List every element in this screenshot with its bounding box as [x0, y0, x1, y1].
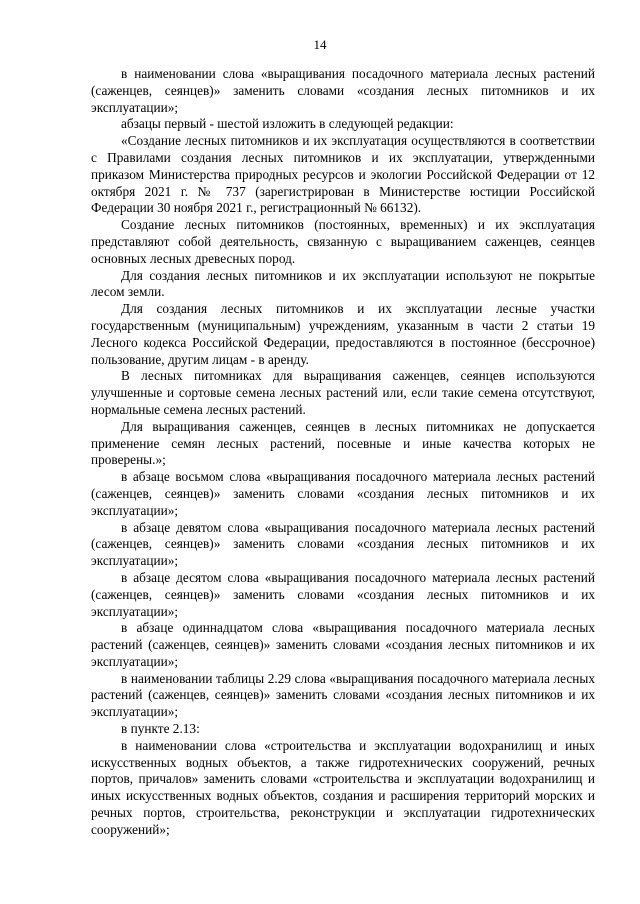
paragraph-2: абзацы первый - шестой изложить в следующей редакции:	[121, 116, 454, 132]
page-number: 14	[313, 37, 327, 52]
paragraph-6: Для создания лесных питомников и их эксплуатации лесные участки государственным (муниципальным) учреждениям, указанным в части 2 статьи 19 Лесного кодекса Российской Федерации, предоставляются в постоянное (бессрочное) пользование, другим лицам - в аренду.	[91, 301, 595, 367]
paragraph-10: в абзаце девятом слова «выращивания посадочного материала лесных растений (саженцев, сеянцев)» заменить словами «создания лесных питомников и их эксплуатации»;	[91, 519, 595, 569]
paragraph-13: в наименовании таблицы 2.29 слова «выращивания посадочного материала лесных растений (саженцев, сеянцев)» заменить словами «создания лесных питомников и их эксплуатации»;	[91, 670, 595, 720]
paragraph-14: в пункте 2.13:	[121, 721, 200, 737]
paragraph-5: Для создания лесных питомников и их эксплуатации используют не покрытые лесом земли.	[91, 267, 595, 300]
paragraph-15: в наименовании слова «строительства и эксплуатации водохранилищ и иных искусственных водных объектов, а также гидротехнических сооружений, речных портов, причалов» заменить словами «строительства и эксплуатации водохранилищ и иных искусственных водных объектов, создания и расширения территорий морских и речных портов, строительства, реконструкции и эксплуатации гидротехнических сооружений»;	[91, 737, 595, 837]
paragraph-7: В лесных питомниках для выращивания саженцев, сеянцев используются улучшенные и сортовые семена лесных растений или, если такие семена отсутствуют, нормальные семена лесных растений.	[91, 368, 595, 417]
paragraph-1: в наименовании слова «выращивания посадочного материала лесных растений (саженцев, сеянцев)» заменить словами «создания лесных питомников и их эксплуатации»;	[91, 66, 595, 115]
paragraph-12: в абзаце одиннадцатом слова «выращивания посадочного материала лесных растений (саженцев, сеянцев)» заменить словами «создания лесных питомников и их эксплуатации»;	[91, 620, 595, 669]
paragraph-8: Для выращивания саженцев, сеянцев в лесных питомниках не допускается применение семян лесных растений, посевные и иные качества которых не проверены.»;	[91, 418, 595, 468]
paragraph-11: в абзаце десятом слова «выращивания посадочного материала лесных растений (саженцев, сеянцев)» заменить словами «создания лесных питомников и их эксплуатации»;	[91, 569, 595, 619]
paragraph-4: Создание лесных питомников (постоянных, временных) и их эксплуатация представляют собой деятельность, связанную с выращиванием саженцев, сеянцев основных лесных древесных пород.	[91, 217, 595, 266]
document-body	[91, 66, 595, 839]
paragraph-3: «Создание лесных питомников и их эксплуатация осуществляются в соответствии с Правилами создания лесных питомников и их эксплуатации, утвержденными приказом Министерства природных ресурсов и экологии Российской Федерации от 12 октября 2021 г. № 737 (зарегистрирован в Министерстве юстиции Российской Федерации 30 ноября 2021 г., регистрационный № 66132).	[91, 133, 595, 216]
paragraph-9: в абзаце восьмом слова «выращивания посадочного материала лесных растений (саженцев, сеянцев)» заменить словами «создания лесных питомников и их эксплуатации»;	[91, 469, 595, 518]
